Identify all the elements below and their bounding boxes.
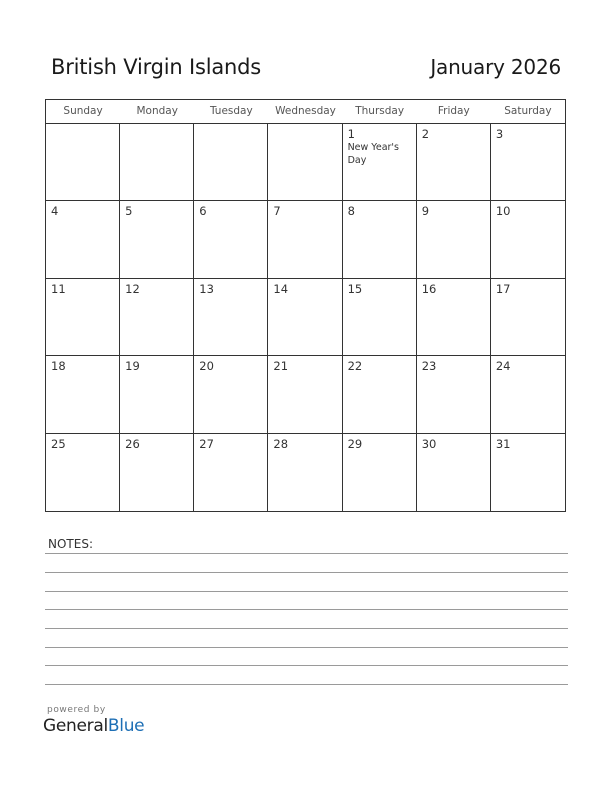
- weekday-thursday: Thursday: [355, 105, 405, 117]
- day-cell: [46, 356, 120, 433]
- day-number: 29: [347, 436, 363, 451]
- day-cell: [343, 434, 417, 511]
- day-cell: [120, 279, 194, 356]
- day-number: 3: [495, 127, 504, 141]
- day-cell: [46, 201, 120, 278]
- day-cell: [46, 124, 120, 201]
- day-number: 30: [421, 436, 437, 451]
- day-cell: [417, 201, 491, 278]
- weekday-friday: Friday: [437, 105, 470, 117]
- day-number: 14: [273, 281, 289, 296]
- note-line: [45, 553, 568, 554]
- day-cell: [120, 124, 194, 201]
- powered-by-text: powered by: [47, 705, 106, 715]
- note-line: [45, 684, 568, 685]
- day-number: 13: [199, 281, 214, 296]
- note-line: [45, 628, 568, 629]
- day-cell: [194, 279, 268, 356]
- day-number: 28: [273, 436, 289, 451]
- weekday-saturday: Saturday: [504, 105, 552, 117]
- day-number: 20: [199, 359, 214, 374]
- notes-label: NOTES:: [48, 537, 93, 551]
- day-cell: [491, 124, 565, 201]
- day-cell: [491, 279, 565, 356]
- weekday-wednesday: Wednesday: [275, 105, 336, 117]
- day-cell: [491, 356, 565, 433]
- day-cell: [268, 201, 342, 278]
- day-number: 22: [347, 359, 363, 374]
- day-number: 11: [51, 281, 66, 296]
- day-cell: [46, 434, 120, 511]
- day-number: 24: [495, 359, 511, 374]
- day-number: 26: [125, 436, 140, 451]
- weekday-tuesday: Tuesday: [209, 105, 253, 117]
- note-line: [45, 665, 568, 666]
- day-number: 21: [273, 359, 289, 374]
- day-number: 1: [347, 127, 355, 141]
- day-cell: [268, 279, 342, 356]
- note-line: [45, 609, 568, 610]
- day-number: 17: [495, 281, 511, 296]
- day-cell: [194, 201, 268, 278]
- day-number: 23: [421, 359, 437, 374]
- day-cell: [120, 201, 194, 278]
- day-number: 31: [495, 436, 511, 451]
- day-number: 16: [421, 281, 437, 296]
- day-cell: [417, 356, 491, 433]
- day-cell: [194, 124, 268, 201]
- calendar-grid: [45, 99, 566, 512]
- day-cell: [417, 434, 491, 511]
- day-cell: [268, 124, 342, 201]
- day-cell: [417, 124, 491, 201]
- day-cell: [491, 434, 565, 511]
- day-number: 7: [273, 204, 281, 219]
- day-number: 19: [125, 359, 140, 374]
- day-number: 8: [347, 204, 355, 219]
- day-number: 9: [421, 204, 430, 219]
- day-cell: [268, 356, 342, 433]
- weekday-monday: Monday: [136, 105, 178, 117]
- day-cell: [46, 279, 120, 356]
- day-cell: [491, 201, 565, 278]
- day-cell: [343, 279, 417, 356]
- day-number: 27: [199, 436, 214, 451]
- day-cell: [194, 356, 268, 433]
- day-cell: [343, 124, 417, 201]
- day-number: 25: [51, 436, 66, 451]
- day-cell: [194, 434, 268, 511]
- day-cell: [343, 201, 417, 278]
- day-number: 12: [125, 281, 140, 296]
- generalblue-logo[interactable]: [43, 716, 144, 736]
- day-cell: [120, 356, 194, 433]
- brand-general: General: [43, 716, 108, 736]
- day-number: 5: [125, 204, 133, 219]
- day-number: 10: [495, 204, 511, 219]
- day-number: 6: [199, 204, 207, 219]
- brand-blue: Blue: [107, 716, 145, 736]
- day-cell: [343, 356, 417, 433]
- region-title: British Virgin Islands: [51, 55, 262, 79]
- day-number: 15: [347, 281, 363, 296]
- weekday-header-row: [46, 100, 565, 124]
- note-line: [45, 647, 568, 648]
- day-number: 2: [421, 127, 430, 141]
- holiday-label: New Year's Day: [347, 142, 399, 166]
- day-cell: [417, 279, 491, 356]
- day-cell: [268, 434, 342, 511]
- month-title: January 2026: [430, 55, 561, 79]
- calendar-body: [46, 124, 565, 511]
- day-cell: [120, 434, 194, 511]
- day-number: 4: [51, 204, 59, 219]
- day-number: 18: [51, 359, 66, 374]
- weekday-sunday: Sunday: [63, 105, 103, 117]
- note-line: [45, 572, 568, 573]
- note-line: [45, 591, 568, 592]
